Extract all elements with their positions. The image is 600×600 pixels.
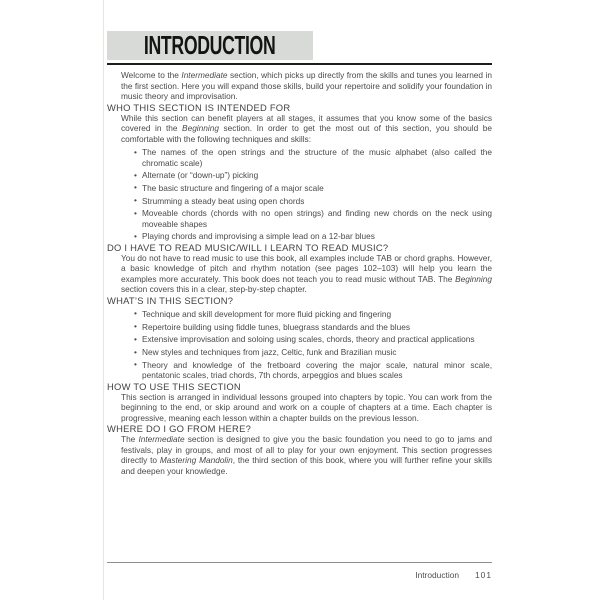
title-underline-rule xyxy=(107,63,492,65)
where-text-cont: section is designed to give you the basic foundation you need to go to jams and festivals, play in groups, and most of all to play for your own enjoyment. This section progresses directly to xyxy=(121,434,493,466)
where-italic-mastering-mandolin: Mastering Mandolin xyxy=(159,455,233,466)
who-text-cont: section. In order to get the most out of this section, you should be comfortable with the following techniques and skills: xyxy=(121,123,492,144)
list-item: • Alternate (or “down-up”) picking xyxy=(134,170,492,181)
where-text: The xyxy=(121,434,139,445)
intro-paragraph xyxy=(121,70,492,102)
where-italic-intermediate: Intermediate xyxy=(138,434,185,445)
who-bullet-list xyxy=(107,147,492,242)
heading-read-music: DO I HAVE TO READ MUSIC/WILL I LEARN TO READ MUSIC? xyxy=(107,241,389,253)
footer-page-number: 101 xyxy=(475,570,492,580)
page-left-edge xyxy=(103,0,104,600)
list-item: • Theory and knowledge of the fretboard covering the major scale, natural minor scale, pentatonic scales, triad chords, 7th chords, arpeggios and blues scales xyxy=(134,360,492,381)
intro-text: Welcome to the xyxy=(121,70,182,80)
read-italic-beginning: Beginning xyxy=(455,273,492,284)
who-italic-beginning: Beginning xyxy=(182,123,219,133)
who-paragraph xyxy=(121,113,492,145)
list-item: • The names of the open strings and the structure of the music alphabet (also called the chromatic scale) xyxy=(134,147,492,168)
intro-text-cont: section, which picks up directly from the skills and tunes you learned in the first section. Here you will expand those skills, build your repertoire and solidify your foundation in music theory and improvisation. xyxy=(121,70,492,101)
list-item: • Technique and skill development for more fluid picking and fingering xyxy=(134,309,492,320)
how-paragraph: This section is arranged in individual lessons grouped into chapters by topic. You can work from the beginning to the end, or skip around and work on a couple of chapters at a time. Each chapter is progressive, meaning each lesson within a chapter builds on the previous lesson. xyxy=(121,391,492,423)
read-text: You do not have to read music to use this book, all examples include TAB or chord graphs. However, a basic knowledge of pitch and rhythm notation (see pages 102–103) will help you learn the examples more accurately. This book does not teach you to read music without TAB. The xyxy=(121,252,492,284)
list-item: • Playing chords and improvising a simple lead on a 12-bar blues xyxy=(134,231,492,242)
intro-italic-intermediate: Intermediate xyxy=(181,70,228,80)
list-item: • The basic structure and fingering of a major scale xyxy=(134,183,492,194)
title-banner xyxy=(107,31,313,60)
list-item: • Strumming a steady beat using open chords xyxy=(134,196,492,207)
page-title: INTRODUCTION xyxy=(144,30,276,60)
heading-who-this-section: WHO THIS SECTION IS INTENDED FOR xyxy=(107,101,291,113)
heading-where-from-here: WHERE DO I GO FROM HERE? xyxy=(107,423,252,435)
list-item: • Repertoire building using fiddle tunes, bluegrass standards and the blues xyxy=(134,322,492,333)
list-item: • New styles and techniques from jazz, Celtic, funk and Brazilian music xyxy=(134,347,492,358)
read-paragraph xyxy=(121,253,492,295)
heading-how-to-use: HOW TO USE THIS SECTION xyxy=(107,380,241,392)
list-item: • Moveable chords (chords with no open strings) and finding new chords on the neck using moveable shapes xyxy=(134,208,492,229)
where-paragraph xyxy=(121,434,492,476)
read-text-cont: section covers this in a clear, step-by-step chapter. xyxy=(121,284,307,295)
who-text: While this section can benefit players at all stages, it assumes that you know some of the basics covered in the xyxy=(121,112,492,133)
what-bullet-list xyxy=(107,309,492,381)
page-content xyxy=(107,70,492,476)
heading-whats-in-section: WHAT’S IN THIS SECTION? xyxy=(107,294,234,306)
page-footer xyxy=(107,570,492,580)
where-text-end: , the third section of this book, where you will further refine your skills and deepen your knowledge. xyxy=(121,455,493,476)
footer-section-label: Introduction xyxy=(415,570,460,580)
footer-rule xyxy=(107,562,492,563)
list-item: • Extensive improvisation and soloing using scales, chords, theory and practical applications xyxy=(134,334,492,345)
